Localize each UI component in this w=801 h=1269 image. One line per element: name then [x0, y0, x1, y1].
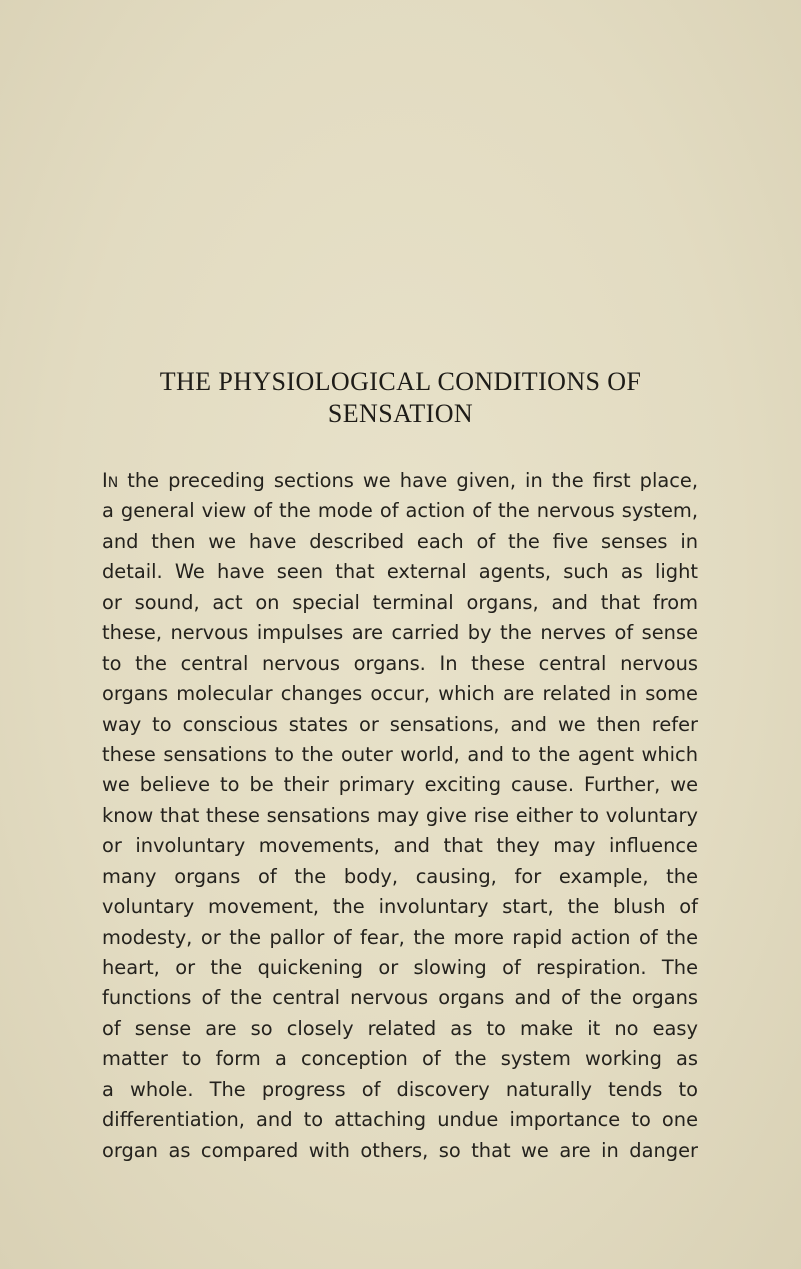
text-line-16: modesty, or the pallor of fear, the more rapid action of the: [102, 925, 698, 949]
text-line-3: and then we have described each of the five senses in: [102, 529, 698, 553]
text-line-11: we believe to be their primary exciting cause. Further, we: [102, 773, 698, 797]
opening-word: In: [102, 469, 119, 492]
text-line-7: to the central nervous organs. In these central nervous: [102, 651, 698, 675]
text-line-19: of sense are so closely related as to make it no easy: [102, 1016, 698, 1040]
chapter-title-line-1: THE PHYSIOLOGICAL CONDITIONS OF: [159, 367, 642, 396]
text-line-8: organs molecular changes occur, which are related in some: [102, 682, 698, 706]
text-line-23: organ as compared with others, so that we are in danger: [102, 1138, 698, 1162]
text-line-5: or sound, act on special terminal organs, and that from: [102, 590, 698, 614]
chapter-title-line-2: SENSATION: [327, 399, 474, 428]
text-line-2: a general view of the mode of action of the nervous system,: [102, 499, 698, 523]
body-paragraph: [102, 466, 698, 1166]
text-line-6: these, nervous impulses are carried by the nerves of sense: [102, 621, 698, 645]
text-line-1: In the preceding sections we have given, in the first place,: [102, 469, 698, 492]
text-line-15: voluntary movement, the involuntary start, the blush of: [102, 895, 698, 919]
text-line-22: differentiation, and to attaching undue importance to one: [102, 1108, 698, 1132]
text-line-20: matter to form a conception of the system working as: [102, 1047, 698, 1071]
text-line-12: know that these sensations may give rise either to voluntary: [102, 803, 698, 827]
text-line-9: way to conscious states or sensations, and we then refer: [102, 712, 698, 736]
text-line-17: heart, or the quickening or slowing of respiration. The: [102, 956, 698, 979]
text-line-21: a whole. The progress of discovery naturally tends to: [102, 1077, 698, 1101]
text-line-18: functions of the central nervous organs and of the organs: [102, 986, 698, 1010]
text-line-14: many organs of the body, causing, for example, the: [102, 864, 698, 888]
text-line-10: these sensations to the outer world, and to the agent which: [102, 742, 698, 766]
text-line-4: detail. We have seen that external agents, such as light: [102, 560, 698, 584]
text-line-13: or involuntary movements, and that they may influence: [102, 834, 698, 858]
